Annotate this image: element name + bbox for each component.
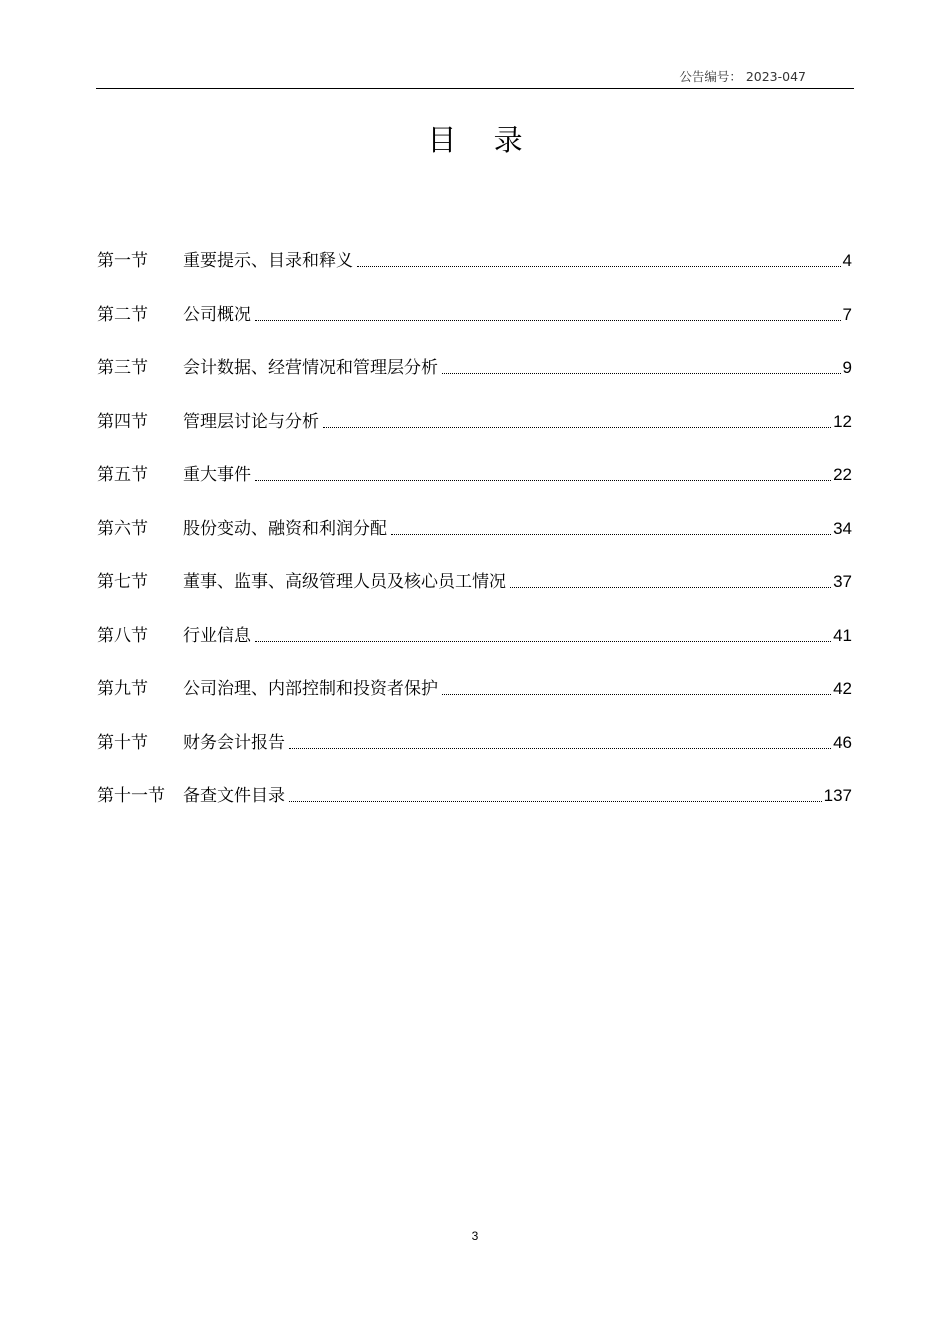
toc-row-3[interactable] <box>97 353 852 383</box>
toc-dot-leader <box>442 372 841 374</box>
page-title: 目 录 <box>427 123 537 157</box>
toc-section-title: 会计数据、经营情况和管理层分析 <box>183 358 438 378</box>
toc-section-title: 股份变动、融资和利润分配 <box>183 518 387 539</box>
toc-dot-leader <box>255 319 841 321</box>
toc-section-label: 第七节 <box>97 572 148 592</box>
toc-section-label: 第二节 <box>97 304 148 325</box>
toc-row-7[interactable] <box>97 567 852 597</box>
toc-section-title: 董事、监事、高级管理人员及核心员工情况 <box>183 572 506 592</box>
toc-row-2[interactable] <box>97 300 852 330</box>
toc-section-title: 重大事件 <box>183 465 251 485</box>
toc-page-number: 41 <box>833 625 852 645</box>
toc-dot-leader <box>255 640 831 642</box>
toc-section-label: 第八节 <box>97 625 148 646</box>
toc-section-title: 备查文件目录 <box>183 786 285 806</box>
announcement-number: 公告编号： 2023-047 <box>679 69 806 84</box>
toc-page-number: 42 <box>833 679 852 698</box>
toc-page-number: 22 <box>833 465 852 484</box>
toc-section-label: 第三节 <box>97 358 148 378</box>
toc-dot-leader <box>510 586 831 588</box>
toc-section-label: 第四节 <box>97 411 148 432</box>
toc-row-9[interactable] <box>97 674 852 704</box>
toc-section-label: 第五节 <box>97 465 148 485</box>
toc-section-label: 第一节 <box>97 251 148 271</box>
page-footer-number: 3 <box>471 1229 479 1243</box>
toc-page-number: 9 <box>842 358 852 377</box>
toc-page-number: 137 <box>823 786 852 805</box>
toc-section-title: 行业信息 <box>183 625 251 646</box>
toc-page-number: 37 <box>833 572 852 591</box>
toc-page-number: 7 <box>842 304 852 324</box>
toc-dot-leader <box>255 479 831 481</box>
toc-section-label: 第十一节 <box>97 786 165 806</box>
toc-page-number: 34 <box>833 518 852 538</box>
toc-dot-leader <box>442 693 831 695</box>
toc-section-label: 第六节 <box>97 518 148 539</box>
toc-row-10[interactable] <box>97 728 852 758</box>
toc-section-label: 第十节 <box>97 732 148 753</box>
toc-row-1[interactable] <box>97 246 852 276</box>
toc-section-title: 管理层讨论与分析 <box>183 411 319 432</box>
toc-section-title: 财务会计报告 <box>183 732 285 753</box>
toc-row-8[interactable] <box>97 621 852 651</box>
toc-page-number: 46 <box>833 732 852 752</box>
toc-dot-leader <box>289 747 831 749</box>
toc-dot-leader <box>357 265 841 267</box>
toc-row-4[interactable] <box>97 407 852 437</box>
toc-dot-leader <box>323 426 831 428</box>
toc-section-title: 公司概况 <box>183 304 251 325</box>
toc-dot-leader <box>391 533 831 535</box>
toc-row-11[interactable] <box>97 781 852 811</box>
toc-section-label: 第九节 <box>97 679 148 699</box>
toc-row-6[interactable] <box>97 514 852 544</box>
toc-dot-leader <box>289 800 822 802</box>
toc-section-title: 重要提示、目录和释义 <box>183 251 353 271</box>
toc-page-number: 4 <box>842 251 852 270</box>
page-header <box>96 66 854 89</box>
toc-row-5[interactable] <box>97 460 852 490</box>
toc-section-title: 公司治理、内部控制和投资者保护 <box>183 679 438 699</box>
toc-page-number: 12 <box>833 411 852 431</box>
